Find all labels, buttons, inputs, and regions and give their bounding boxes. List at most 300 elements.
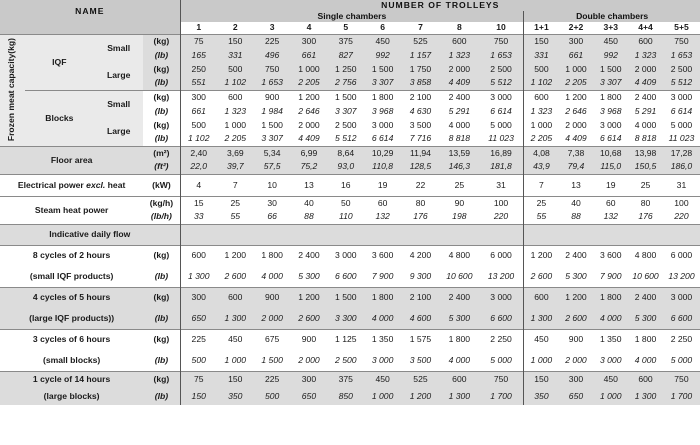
value-cell: 100 — [479, 196, 524, 210]
value-cell: 128,5 — [401, 160, 440, 174]
row-floor-area-m2 — [0, 146, 700, 160]
value-cell: 1 000 — [217, 350, 254, 371]
value-cell: 1 323 — [440, 48, 479, 62]
value-cell: 225 — [254, 34, 291, 48]
value-cell: 1 800 — [593, 287, 628, 308]
value-cell: 1 102 — [217, 76, 254, 90]
unit-lb: (lb) — [143, 104, 180, 118]
header-row-3 — [0, 22, 700, 34]
value-cell: 3 000 — [593, 350, 628, 371]
value-cell: 2 400 — [440, 287, 479, 308]
value-cell: 3 000 — [327, 245, 364, 266]
value-cell: 225 — [180, 329, 217, 350]
value-cell: 132 — [593, 210, 628, 224]
value-cell: 5 300 — [291, 266, 328, 287]
row-iqf-small-kg — [0, 34, 700, 48]
column-header: 8 — [440, 22, 479, 34]
value-cell: 3 000 — [663, 90, 700, 104]
empty-cell — [180, 224, 217, 245]
value-cell: 80 — [401, 196, 440, 210]
value-cell: 2 205 — [524, 132, 559, 146]
unit-lbh: (lb/h) — [143, 210, 180, 224]
value-cell: 6 600 — [327, 266, 364, 287]
value-cell: 3 000 — [364, 118, 401, 132]
value-cell: 7 900 — [593, 266, 628, 287]
row-3cycles-kg — [0, 329, 700, 350]
value-cell: 4,08 — [524, 146, 559, 160]
cycles3-line1: 3 cycles of 6 hours — [0, 329, 143, 350]
value-cell: 750 — [663, 371, 700, 388]
value-cell: 850 — [327, 388, 364, 405]
value-cell: 16,89 — [479, 146, 524, 160]
value-cell: 2 100 — [401, 287, 440, 308]
value-cell: 827 — [327, 48, 364, 62]
value-cell: 11 023 — [663, 132, 700, 146]
value-cell: 1 800 — [628, 329, 663, 350]
value-cell: 600 — [524, 287, 559, 308]
value-cell: 1 500 — [327, 90, 364, 104]
column-header: 2 — [217, 22, 254, 34]
value-cell: 1 500 — [593, 62, 628, 76]
empty-cell — [524, 224, 559, 245]
empty-cell — [559, 224, 594, 245]
value-cell: 5 291 — [440, 104, 479, 118]
value-cell: 1 350 — [593, 329, 628, 350]
value-cell: 4 409 — [628, 76, 663, 90]
value-cell: 2 100 — [401, 90, 440, 104]
name-header-spacer — [0, 22, 180, 34]
value-cell: 1 800 — [364, 90, 401, 104]
unit-m2: (m²) — [143, 146, 180, 160]
empty-cell — [593, 224, 628, 245]
value-cell: 10,29 — [364, 146, 401, 160]
cycles3-line2: (small blocks) — [0, 350, 143, 371]
value-cell: 675 — [254, 329, 291, 350]
column-header: 7 — [401, 22, 440, 34]
value-cell: 25 — [628, 174, 663, 196]
value-cell: 600 — [440, 371, 479, 388]
empty-cell — [254, 224, 291, 245]
value-cell: 132 — [364, 210, 401, 224]
value-cell: 1 800 — [254, 245, 291, 266]
value-cell: 110 — [327, 210, 364, 224]
column-header: 3+3 — [593, 22, 628, 34]
value-cell: 4 409 — [559, 132, 594, 146]
value-cell: 88 — [291, 210, 328, 224]
value-cell: 1 000 — [364, 388, 401, 405]
iqf-label: IQF — [25, 34, 95, 90]
value-cell: 5,34 — [254, 146, 291, 160]
value-cell: 2 000 — [291, 118, 328, 132]
value-cell: 750 — [479, 34, 524, 48]
value-cell: 600 — [440, 34, 479, 48]
value-cell: 450 — [593, 34, 628, 48]
value-cell: 6,99 — [291, 146, 328, 160]
row-iqf-large-kg — [0, 62, 700, 76]
value-cell: 2 000 — [559, 118, 594, 132]
value-cell: 1 323 — [524, 104, 559, 118]
unit-lb: (lb) — [143, 266, 180, 287]
value-cell: 186,0 — [663, 160, 700, 174]
row-steam-kg — [0, 196, 700, 210]
value-cell: 115,0 — [593, 160, 628, 174]
value-cell: 5 300 — [440, 308, 479, 329]
value-cell: 650 — [291, 388, 328, 405]
value-cell: 525 — [401, 371, 440, 388]
electrical-power-label — [0, 174, 143, 196]
value-cell: 600 — [180, 245, 217, 266]
value-cell: 40 — [291, 196, 328, 210]
value-cell: 1 250 — [327, 62, 364, 76]
row-4cycles-kg — [0, 287, 700, 308]
value-cell: 2 400 — [440, 90, 479, 104]
value-cell: 3 858 — [401, 76, 440, 90]
value-cell: 1 323 — [628, 48, 663, 62]
value-cell: 5 512 — [479, 76, 524, 90]
value-cell: 450 — [364, 34, 401, 48]
empty-cell — [217, 224, 254, 245]
column-header: 4+4 — [628, 22, 663, 34]
value-cell: 496 — [254, 48, 291, 62]
value-cell: 2 250 — [479, 329, 524, 350]
value-cell: 8,64 — [327, 146, 364, 160]
empty-cell — [401, 224, 440, 245]
value-cell: 650 — [559, 388, 594, 405]
value-cell: 1 800 — [593, 90, 628, 104]
value-cell: 3 307 — [364, 76, 401, 90]
value-cell: 13 — [291, 174, 328, 196]
value-cell: 4 000 — [254, 266, 291, 287]
value-cell: 1 157 — [401, 48, 440, 62]
value-cell: 2 000 — [291, 350, 328, 371]
value-cell: 25 — [440, 174, 479, 196]
value-cell: 2 400 — [628, 287, 663, 308]
value-cell: 2 000 — [628, 62, 663, 76]
value-cell: 1 300 — [524, 308, 559, 329]
value-cell: 900 — [291, 329, 328, 350]
value-cell: 4 000 — [628, 350, 663, 371]
value-cell: 2 756 — [327, 76, 364, 90]
value-cell: 1 200 — [291, 90, 328, 104]
value-cell: 60 — [364, 196, 401, 210]
unit-kg: (kg) — [143, 118, 180, 132]
value-cell: 1 200 — [401, 388, 440, 405]
unit-lb: (lb) — [143, 350, 180, 371]
value-cell: 3 968 — [593, 104, 628, 118]
value-cell: 1 125 — [327, 329, 364, 350]
value-cell: 11 023 — [479, 132, 524, 146]
value-cell: 6 614 — [479, 104, 524, 118]
unit-ft2: (ft²) — [143, 160, 180, 174]
column-header: 10 — [479, 22, 524, 34]
row-3cycles-lb — [0, 350, 700, 371]
value-cell: 10 600 — [628, 266, 663, 287]
value-cell: 146,3 — [440, 160, 479, 174]
value-cell: 30 — [254, 196, 291, 210]
value-cell: 250 — [180, 62, 217, 76]
value-cell: 13 — [559, 174, 594, 196]
value-cell: 40 — [559, 196, 594, 210]
value-cell: 5 000 — [663, 118, 700, 132]
value-cell: 350 — [524, 388, 559, 405]
value-cell: 6 614 — [663, 104, 700, 118]
cycles8-line2: (small IQF products) — [0, 266, 143, 287]
value-cell: 4 409 — [291, 132, 328, 146]
value-cell: 450 — [364, 371, 401, 388]
unit-kg: (kg) — [143, 371, 180, 388]
value-cell: 500 — [217, 62, 254, 76]
column-header: 2+2 — [559, 22, 594, 34]
frozen-capacity-label-cell — [0, 34, 25, 146]
value-cell: 2 205 — [217, 132, 254, 146]
row-1cycle-lb — [0, 388, 700, 405]
value-cell: 2 646 — [291, 104, 328, 118]
value-cell: 55 — [217, 210, 254, 224]
value-cell: 2 600 — [524, 266, 559, 287]
number-of-trolleys-header: NUMBER OF TROLLEYS — [180, 0, 700, 11]
value-cell: 3 000 — [364, 350, 401, 371]
value-cell: 176 — [628, 210, 663, 224]
value-cell: 11,94 — [401, 146, 440, 160]
electrical-label-main: Electrical power — [17, 179, 87, 190]
header-row-1 — [0, 0, 700, 11]
value-cell: 2 500 — [327, 118, 364, 132]
value-cell: 4 600 — [401, 308, 440, 329]
value-cell: 650 — [180, 308, 217, 329]
empty-cell — [327, 224, 364, 245]
value-cell: 3 300 — [327, 308, 364, 329]
value-cell: 1 300 — [217, 308, 254, 329]
column-header: 1 — [180, 22, 217, 34]
value-cell: 1 000 — [291, 62, 328, 76]
value-cell: 600 — [524, 90, 559, 104]
value-cell: 750 — [663, 34, 700, 48]
floor-area-label: Floor area — [0, 146, 143, 174]
value-cell: 2 000 — [559, 350, 594, 371]
value-cell: 5 000 — [663, 350, 700, 371]
value-cell: 1 200 — [559, 287, 594, 308]
value-cell: 75 — [180, 34, 217, 48]
value-cell: 4 630 — [401, 104, 440, 118]
value-cell: 57,5 — [254, 160, 291, 174]
value-cell: 150 — [524, 371, 559, 388]
value-cell: 500 — [524, 62, 559, 76]
value-cell: 500 — [180, 350, 217, 371]
value-cell: 600 — [628, 34, 663, 48]
value-cell: 7 900 — [364, 266, 401, 287]
value-cell: 19 — [593, 174, 628, 196]
value-cell: 6 600 — [663, 308, 700, 329]
value-cell: 1 700 — [479, 388, 524, 405]
value-cell: 220 — [663, 210, 700, 224]
value-cell: 7 716 — [401, 132, 440, 146]
value-cell: 1 653 — [663, 48, 700, 62]
frozen-capacity-label: Frozen meat capacity(kg) — [6, 38, 17, 142]
value-cell: 1 200 — [291, 287, 328, 308]
value-cell: 15 — [180, 196, 217, 210]
value-cell: 1 300 — [440, 388, 479, 405]
value-cell: 150,5 — [628, 160, 663, 174]
value-cell: 1 102 — [524, 76, 559, 90]
value-cell: 93,0 — [327, 160, 364, 174]
value-cell: 2 400 — [291, 245, 328, 266]
value-cell: 150 — [217, 34, 254, 48]
value-cell: 10 600 — [440, 266, 479, 287]
value-cell: 2 500 — [327, 350, 364, 371]
value-cell: 110,8 — [364, 160, 401, 174]
value-cell: 10 — [254, 174, 291, 196]
value-cell: 300 — [180, 287, 217, 308]
value-cell: 3 307 — [327, 104, 364, 118]
column-header: 1+1 — [524, 22, 559, 34]
cycles1-line1: 1 cycle of 14 hours — [0, 371, 143, 388]
value-cell: 1 000 — [593, 388, 628, 405]
value-cell: 1 350 — [364, 329, 401, 350]
unit-kg: (kg) — [143, 34, 180, 48]
row-blocks-large-kg — [0, 118, 700, 132]
unit-kw: (kW) — [143, 174, 180, 196]
value-cell: 1 323 — [217, 104, 254, 118]
daily-flow-label: Indicative daily flow — [0, 224, 180, 245]
value-cell: 75 — [180, 371, 217, 388]
column-header: 4 — [291, 22, 328, 34]
row-daily-flow — [0, 224, 700, 245]
value-cell: 165 — [180, 48, 217, 62]
value-cell: 6 614 — [593, 132, 628, 146]
unit-lb: (lb) — [143, 388, 180, 405]
value-cell: 4 000 — [628, 118, 663, 132]
blocks-label: Blocks — [25, 90, 95, 146]
value-cell: 900 — [254, 90, 291, 104]
value-cell: 6 614 — [364, 132, 401, 146]
electrical-label-end: heat — [105, 179, 126, 190]
value-cell: 7 — [217, 174, 254, 196]
value-cell: 4 000 — [364, 308, 401, 329]
value-cell: 198 — [440, 210, 479, 224]
value-cell: 1 000 — [524, 350, 559, 371]
value-cell: 150 — [524, 34, 559, 48]
value-cell: 90 — [440, 196, 479, 210]
value-cell: 66 — [254, 210, 291, 224]
value-cell: 5 512 — [327, 132, 364, 146]
row-electrical-power — [0, 174, 700, 196]
column-header: 5+5 — [663, 22, 700, 34]
unit-kg: (kg) — [143, 287, 180, 308]
unit-lb: (lb) — [143, 308, 180, 329]
value-cell: 8 818 — [440, 132, 479, 146]
value-cell: 900 — [559, 329, 594, 350]
row-1cycle-kg — [0, 371, 700, 388]
value-cell: 3 000 — [593, 118, 628, 132]
value-cell: 3 968 — [364, 104, 401, 118]
blocks-small-label: Small — [94, 90, 143, 118]
value-cell: 19 — [364, 174, 401, 196]
iqf-large-label: Large — [94, 62, 143, 90]
value-cell: 3 000 — [479, 90, 524, 104]
value-cell: 17,28 — [663, 146, 700, 160]
value-cell: 2 400 — [559, 245, 594, 266]
value-cell: 2 500 — [663, 62, 700, 76]
value-cell: 1 000 — [559, 62, 594, 76]
value-cell: 1 300 — [180, 266, 217, 287]
value-cell: 3 000 — [479, 287, 524, 308]
value-cell: 2 205 — [559, 76, 594, 90]
name-header: NAME — [0, 0, 180, 22]
value-cell: 3,69 — [217, 146, 254, 160]
value-cell: 4 000 — [440, 350, 479, 371]
value-cell: 25 — [217, 196, 254, 210]
value-cell: 2 646 — [559, 104, 594, 118]
value-cell: 4 409 — [440, 76, 479, 90]
value-cell: 4 800 — [628, 245, 663, 266]
value-cell: 10,68 — [593, 146, 628, 160]
cycles4-line1: 4 cycles of 5 hours — [0, 287, 143, 308]
value-cell: 525 — [401, 34, 440, 48]
value-cell: 2 250 — [663, 329, 700, 350]
unit-kg: (kg) — [143, 245, 180, 266]
value-cell: 1 200 — [559, 90, 594, 104]
value-cell: 55 — [524, 210, 559, 224]
value-cell: 16 — [327, 174, 364, 196]
cycles8-line1: 8 cycles of 2 hours — [0, 245, 143, 266]
value-cell: 331 — [217, 48, 254, 62]
value-cell: 300 — [291, 34, 328, 48]
value-cell: 600 — [217, 90, 254, 104]
value-cell: 2 205 — [291, 76, 328, 90]
value-cell: 1 653 — [254, 76, 291, 90]
value-cell: 375 — [327, 371, 364, 388]
value-cell: 661 — [291, 48, 328, 62]
value-cell: 2 500 — [479, 62, 524, 76]
value-cell: 2,40 — [180, 146, 217, 160]
value-cell: 5 291 — [628, 104, 663, 118]
value-cell: 661 — [559, 48, 594, 62]
value-cell: 75,2 — [291, 160, 328, 174]
empty-cell — [479, 224, 524, 245]
unit-lb: (lb) — [143, 76, 180, 90]
value-cell: 450 — [524, 329, 559, 350]
unit-lb: (lb) — [143, 132, 180, 146]
value-cell: 750 — [254, 62, 291, 76]
value-cell: 1 700 — [663, 388, 700, 405]
cycles1-line2: (large blocks) — [0, 388, 143, 405]
value-cell: 1 500 — [254, 350, 291, 371]
value-cell: 1 500 — [254, 118, 291, 132]
value-cell: 600 — [217, 287, 254, 308]
value-cell: 2 000 — [440, 62, 479, 76]
value-cell: 1 500 — [364, 62, 401, 76]
value-cell: 4 000 — [440, 118, 479, 132]
value-cell: 1 000 — [217, 118, 254, 132]
value-cell: 8 818 — [628, 132, 663, 146]
value-cell: 100 — [663, 196, 700, 210]
value-cell: 750 — [479, 371, 524, 388]
value-cell: 2 600 — [217, 266, 254, 287]
value-cell: 450 — [217, 329, 254, 350]
value-cell: 225 — [254, 371, 291, 388]
double-chambers-header: Double chambers — [524, 11, 700, 22]
iqf-small-label: Small — [94, 34, 143, 62]
unit-lb: (lb) — [143, 48, 180, 62]
value-cell: 500 — [180, 118, 217, 132]
row-blocks-small-kg — [0, 90, 700, 104]
value-cell: 3 307 — [254, 132, 291, 146]
value-cell: 22,0 — [180, 160, 217, 174]
empty-cell — [628, 224, 663, 245]
value-cell: 3 307 — [593, 76, 628, 90]
column-header: 5 — [327, 22, 364, 34]
value-cell: 43,9 — [524, 160, 559, 174]
